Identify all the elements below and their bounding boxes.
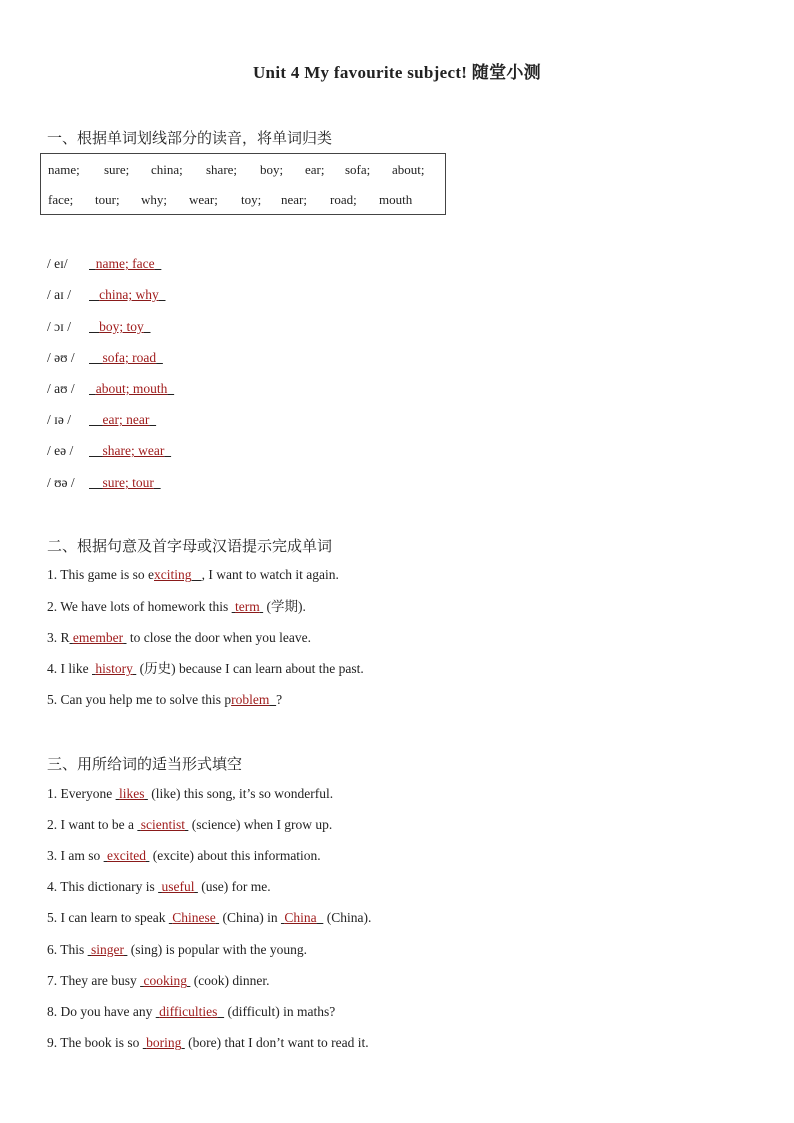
answer-text: cooking xyxy=(143,973,187,988)
word-bank-word: face; xyxy=(48,192,74,207)
question-item xyxy=(47,847,321,865)
phonetic-symbol: / aʊ / xyxy=(47,381,75,396)
phonetic-item xyxy=(47,380,174,398)
word-bank-word: about; xyxy=(392,162,425,177)
answer-text: boy; toy xyxy=(99,319,144,334)
question-text: 8. Do you have any xyxy=(47,1004,156,1019)
phonetic-symbol: / ɪə / xyxy=(47,412,71,427)
phonetic-item xyxy=(47,318,151,336)
question-item xyxy=(47,566,339,584)
answer-text: sofa; road xyxy=(102,350,157,365)
word-bank-word: boy; xyxy=(260,162,284,177)
phonetic-item xyxy=(47,442,171,460)
word-bank-word: wear; xyxy=(189,192,218,207)
answer-text: history xyxy=(95,661,133,676)
question-text: (sing) is popular with the young. xyxy=(127,942,307,957)
phonetic-item xyxy=(47,349,163,367)
question-item xyxy=(47,629,311,647)
section2-heading: 二、根据句意及首字母或汉语提示完成单词 xyxy=(47,537,333,555)
section1-heading: 一、根据单词划线部分的读音，将单词归类 xyxy=(47,129,333,147)
word-bank-word: mouth xyxy=(379,192,413,207)
word-bank-word: sure; xyxy=(104,162,130,177)
phonetic-item xyxy=(47,474,161,492)
question-text: 4. This dictionary is xyxy=(47,879,159,894)
question-item xyxy=(47,1034,369,1052)
question-text: 5. Can you help me to solve this p xyxy=(47,692,232,707)
question-text: 3. R xyxy=(47,630,70,645)
phonetic-symbol: / ɔɪ / xyxy=(47,319,71,334)
phonetic-symbol: / aɪ / xyxy=(47,287,71,302)
word-bank-word: tour; xyxy=(95,192,120,207)
question-item xyxy=(47,816,332,834)
answer-text: likes xyxy=(118,786,145,801)
question-text: ? xyxy=(276,692,283,707)
question-item xyxy=(47,878,271,896)
phonetic-symbol: / əʊ / xyxy=(47,350,75,365)
phonetic-symbol: / ʊə / xyxy=(47,475,75,490)
answer-text: emember xyxy=(72,630,124,645)
question-text: 2. I want to be a xyxy=(47,817,138,832)
answer-text: share; wear xyxy=(102,443,165,458)
answer-text: China xyxy=(284,910,317,925)
question-text: (China). xyxy=(323,910,372,925)
answer-text: xciting xyxy=(154,567,192,582)
question-item xyxy=(47,972,269,990)
question-text: to close the door when you leave. xyxy=(126,630,311,645)
word-bank-word: toy; xyxy=(241,192,262,207)
word-bank-word: china; xyxy=(151,162,183,177)
question-text: 4. I like xyxy=(47,661,92,676)
word-bank-word: ear; xyxy=(305,162,325,177)
answer-text: about; mouth xyxy=(95,381,168,396)
question-text: (difficult) in maths? xyxy=(224,1004,336,1019)
word-bank-word: road; xyxy=(330,192,357,207)
answer-text: Chinese xyxy=(172,910,216,925)
question-text: (bore) that I don’t want to read it. xyxy=(184,1035,369,1050)
word-bank-word: why; xyxy=(141,192,167,207)
question-item xyxy=(47,660,364,678)
question-text: 5. I can learn to speak xyxy=(47,910,169,925)
question-text: (science) when I grow up. xyxy=(188,817,333,832)
question-text: 3. I am so xyxy=(47,848,104,863)
phonetic-item xyxy=(47,411,156,429)
phonetic-symbol: / eɪ/ xyxy=(47,256,68,271)
word-bank-box xyxy=(40,153,446,215)
question-text: (学期). xyxy=(263,599,306,614)
answer-text: boring xyxy=(146,1035,182,1050)
question-item xyxy=(47,909,371,927)
question-text: (cook) dinner. xyxy=(190,973,270,988)
answer-text: useful xyxy=(161,879,195,894)
section3-heading: 三、用所给词的适当形式填空 xyxy=(47,755,243,773)
answer-text: excited xyxy=(107,848,146,863)
question-item xyxy=(47,1003,335,1021)
phonetic-item xyxy=(47,286,166,304)
question-text: 1. This game is so e xyxy=(47,567,154,582)
question-text: (like) this song, it’s so wonderful. xyxy=(147,786,334,801)
phonetic-symbol: / eə / xyxy=(47,443,74,458)
question-item xyxy=(47,785,333,803)
question-text: , I want to watch it again. xyxy=(201,567,339,582)
question-text: 2. We have lots of homework this xyxy=(47,599,232,614)
question-text: 9. The book is so xyxy=(47,1035,143,1050)
word-bank-word: name; xyxy=(48,162,80,177)
question-text: (历史) because I can learn about the past. xyxy=(136,661,364,676)
question-text: (China) in xyxy=(219,910,281,925)
word-bank-word: near; xyxy=(281,192,307,207)
answer-text: sure; tour xyxy=(102,475,154,490)
page-title: Unit 4 My favourite subject! 随堂小测 xyxy=(252,63,541,82)
word-bank-word: share; xyxy=(206,162,238,177)
question-item xyxy=(47,941,307,959)
question-text: 1. Everyone xyxy=(47,786,116,801)
answer-text: term xyxy=(235,599,260,614)
phonetic-item xyxy=(47,255,161,273)
answer-text: china; why xyxy=(99,287,159,302)
question-text: (excite) about this information. xyxy=(149,848,321,863)
answer-text: ear; near xyxy=(102,412,150,427)
word-bank-word: sofa; xyxy=(345,162,371,177)
question-text: (use) for me. xyxy=(197,879,271,894)
answer-text: name; face xyxy=(95,256,155,271)
question-item xyxy=(47,691,282,709)
question-item xyxy=(47,598,306,616)
answer-text: singer xyxy=(91,942,125,957)
answer-text: difficulties xyxy=(159,1004,218,1019)
answer-text: roblem xyxy=(231,692,270,707)
answer-text: scientist xyxy=(140,817,185,832)
question-text: 7. They are busy xyxy=(47,973,141,988)
question-text: 6. This xyxy=(47,942,88,957)
